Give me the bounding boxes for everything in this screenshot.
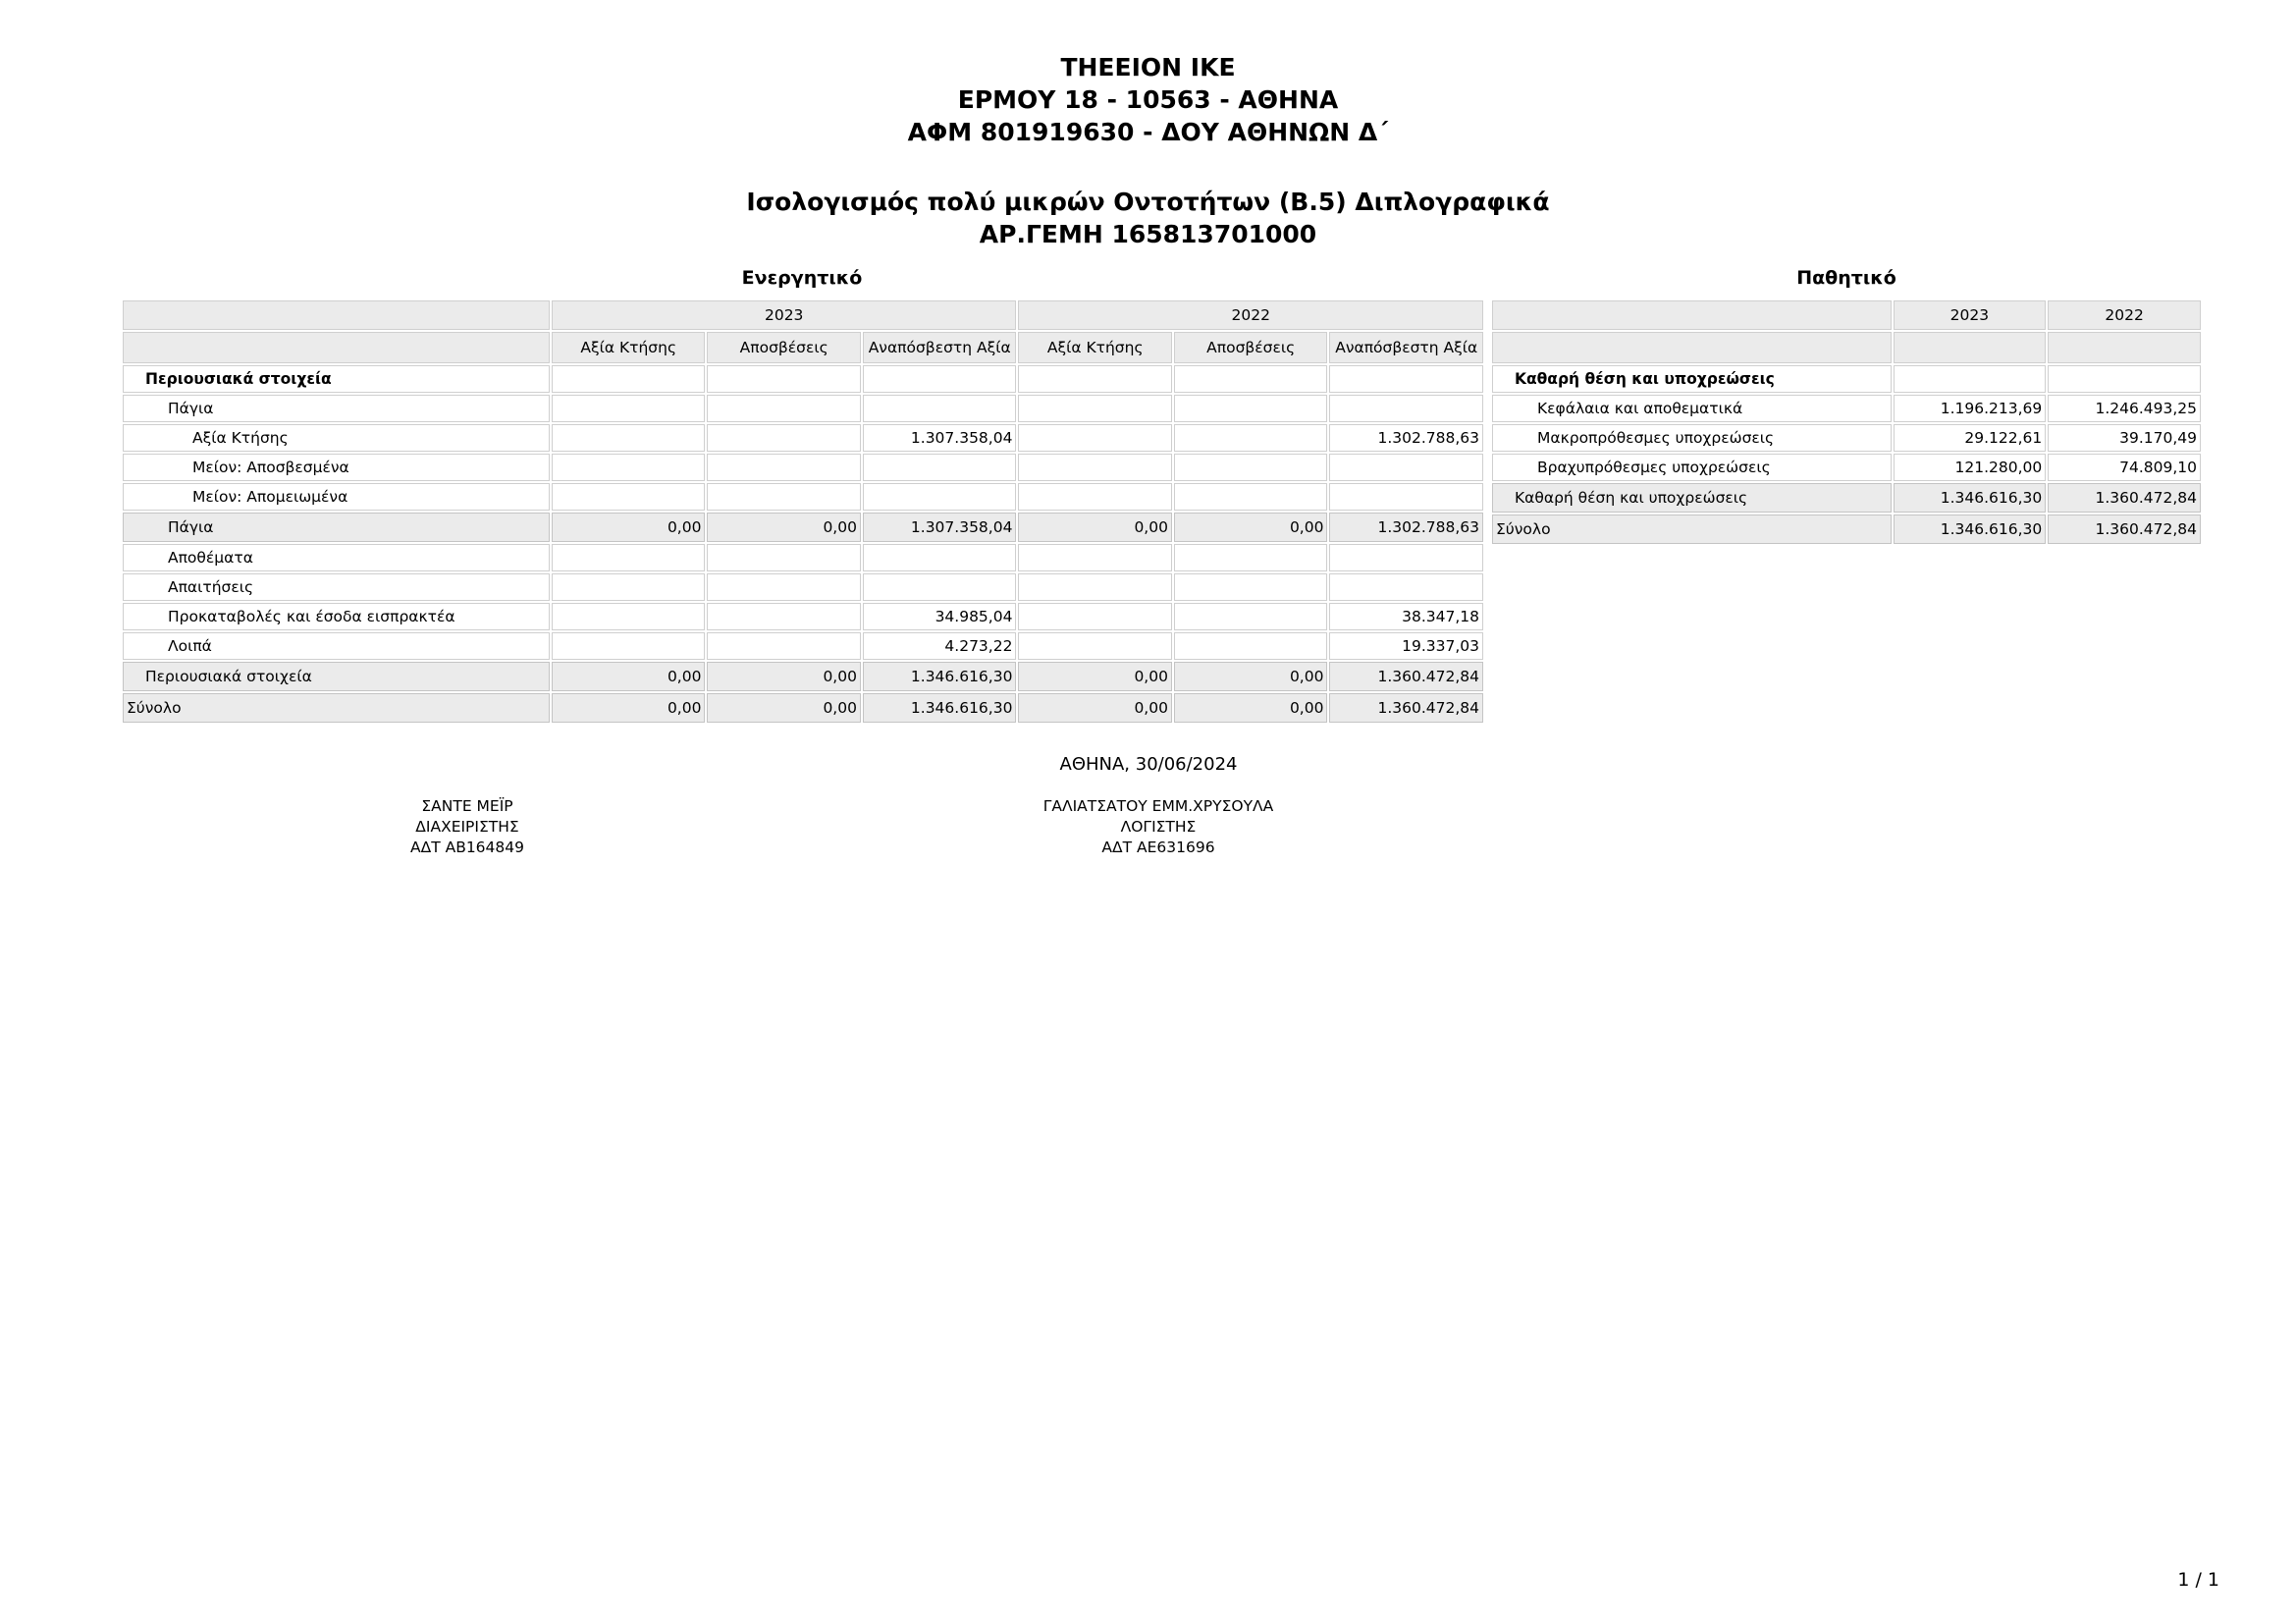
value-cell: 1.196.213,69	[1894, 395, 2047, 422]
table-row	[123, 603, 1483, 630]
table-row	[1492, 395, 2201, 422]
row-label: Σύνολο	[123, 693, 550, 723]
value-cell: 0,00	[1018, 662, 1172, 691]
value-cell	[1174, 573, 1328, 601]
value-cell	[552, 632, 706, 660]
value-cell	[1018, 424, 1172, 452]
value-cell	[707, 395, 861, 422]
value-cell: 1.246.493,25	[2048, 395, 2201, 422]
row-label: Μείον: Απομειωμένα	[123, 483, 550, 511]
value-cell: 1.346.616,30	[863, 662, 1017, 691]
value-cell: 0,00	[1018, 513, 1172, 542]
row-label: Απαιτήσεις	[123, 573, 550, 601]
value-cell	[863, 454, 1017, 481]
row-label: Βραχυπρόθεσμες υποχρεώσεις	[1492, 454, 1892, 481]
value-cell	[552, 365, 706, 393]
row-label: Καθαρή θέση και υποχρεώσεις	[1492, 365, 1892, 393]
value-cell	[707, 454, 861, 481]
place-date: ΑΘΗΝΑ, 30/06/2024	[1059, 754, 1238, 775]
row-label: Αξία Κτήσης	[123, 424, 550, 452]
value-cell: 1.360.472,84	[2048, 483, 2201, 513]
value-cell	[1018, 632, 1172, 660]
value-cell	[863, 544, 1017, 571]
assets-table	[121, 298, 1485, 725]
document-header	[0, 51, 2296, 250]
table-row	[1492, 424, 2201, 452]
gemi-number: ΑΡ.ΓΕΜΗ 165813701000	[979, 220, 1317, 248]
company-address: ΕΡΜΟΥ 18 - 10563 - ΑΘΗΝΑ	[957, 85, 1339, 114]
company-name: ΤΗΕΕΙΟΝ ΙΚΕ	[1060, 53, 1236, 81]
value-cell: 1.307.358,04	[863, 513, 1017, 542]
value-cell	[1329, 454, 1483, 481]
value-cell	[707, 365, 861, 393]
signatory-role: ΔΙΑΧΕΙΡΙΣΤΗΣ	[415, 818, 519, 836]
row-label: Προκαταβολές και έσοδα εισπρακτέα	[123, 603, 550, 630]
value-cell	[1018, 395, 1172, 422]
value-cell: 0,00	[552, 693, 706, 723]
table-row	[123, 395, 1483, 422]
liabilities-title: Παθητικό	[1796, 267, 1896, 289]
value-cell	[1329, 395, 1483, 422]
value-cell	[707, 424, 861, 452]
value-cell	[863, 395, 1017, 422]
value-cell	[1174, 424, 1328, 452]
value-cell	[1329, 573, 1483, 601]
value-cell	[707, 544, 861, 571]
value-cell	[1018, 365, 1172, 393]
value-cell	[707, 573, 861, 601]
year-2023-header: 2023	[1894, 300, 2047, 330]
column-header: Αναπόσβεστη Αξία	[863, 332, 1017, 363]
value-cell	[1174, 544, 1328, 571]
value-cell: 1.360.472,84	[2048, 514, 2201, 544]
value-cell: 74.809,10	[2048, 454, 2201, 481]
value-cell	[1018, 483, 1172, 511]
value-cell: 39.170,49	[2048, 424, 2201, 452]
value-cell	[707, 603, 861, 630]
total-row	[123, 662, 1483, 691]
value-cell	[552, 395, 706, 422]
value-cell	[863, 365, 1017, 393]
value-cell: 1.360.472,84	[1329, 662, 1483, 691]
year-2022-header: 2022	[1018, 300, 1483, 330]
table-row	[123, 424, 1483, 452]
value-cell	[1174, 603, 1328, 630]
page-number: 1 / 1	[2177, 1569, 2219, 1591]
assets-year-header	[123, 300, 1483, 330]
value-cell: 29.122,61	[1894, 424, 2047, 452]
value-cell: 0,00	[1174, 693, 1328, 723]
value-cell: 1.346.616,30	[863, 693, 1017, 723]
value-cell: 0,00	[1174, 513, 1328, 542]
row-label: Περιουσιακά στοιχεία	[123, 662, 550, 691]
value-cell	[552, 573, 706, 601]
value-cell: 0,00	[552, 662, 706, 691]
assets-title: Ενεργητικό	[741, 267, 863, 289]
row-label: Μείον: Αποσβεσμένα	[123, 454, 550, 481]
value-cell: 0,00	[1018, 693, 1172, 723]
value-cell	[552, 603, 706, 630]
value-cell: 121.280,00	[1894, 454, 2047, 481]
value-cell: 0,00	[707, 693, 861, 723]
row-label: Κεφάλαια και αποθεματικά	[1492, 395, 1892, 422]
value-cell	[2048, 365, 2201, 393]
column-header: Αποσβέσεις	[1174, 332, 1328, 363]
value-cell: 0,00	[707, 513, 861, 542]
row-label: Πάγια	[123, 513, 550, 542]
column-header: Αποσβέσεις	[707, 332, 861, 363]
value-cell	[1174, 365, 1328, 393]
table-row	[123, 454, 1483, 481]
signatory-id: ΑΔΤ ΑΒ164849	[409, 839, 524, 856]
row-label: Πάγια	[123, 395, 550, 422]
report-title: Ισολογισμός πολύ μικρών Οντοτήτων (Β.5) Διπλογραφικά	[746, 188, 1550, 216]
value-cell: 19.337,03	[1329, 632, 1483, 660]
value-cell: 1.346.616,30	[1894, 483, 2047, 513]
liabilities-year-header	[1492, 300, 2201, 330]
value-cell	[1174, 395, 1328, 422]
value-cell	[552, 454, 706, 481]
value-cell	[1018, 544, 1172, 571]
value-cell: 0,00	[707, 662, 861, 691]
year-2023-header: 2023	[552, 300, 1017, 330]
value-cell	[707, 483, 861, 511]
value-cell: 0,00	[1174, 662, 1328, 691]
value-cell	[1329, 544, 1483, 571]
liabilities-column-header	[1492, 332, 2201, 363]
value-cell	[1174, 483, 1328, 511]
tax-info: ΑΦΜ 801919630 - ΔΟΥ ΑΘΗΝΩΝ Δ΄	[907, 118, 1389, 146]
table-row	[123, 632, 1483, 660]
signatory-role: ΛΟΓΙΣΤΗΣ	[1120, 818, 1197, 836]
column-header: Αναπόσβεστη Αξία	[1329, 332, 1483, 363]
year-2022-header: 2022	[2048, 300, 2201, 330]
row-label: Καθαρή θέση και υποχρεώσεις	[1492, 483, 1892, 513]
row-label: Σύνολο	[1492, 514, 1892, 544]
signature-block-manager	[369, 796, 565, 858]
total-row	[123, 513, 1483, 542]
value-cell: 1.302.788,63	[1329, 424, 1483, 452]
table-row	[123, 365, 1483, 393]
row-label: Αποθέματα	[123, 544, 550, 571]
table-row	[123, 573, 1483, 601]
value-cell	[1018, 573, 1172, 601]
value-cell: 38.347,18	[1329, 603, 1483, 630]
table-row	[123, 544, 1483, 571]
value-cell	[1329, 483, 1483, 511]
row-label: Λοιπά	[123, 632, 550, 660]
value-cell	[1329, 365, 1483, 393]
value-cell	[552, 544, 706, 571]
row-label: Περιουσιακά στοιχεία	[123, 365, 550, 393]
value-cell	[1894, 365, 2047, 393]
signatory-name: ΓΑΛΙΑΤΣΑΤΟΥ ΕΜΜ.ΧΡΥΣΟΥΛΑ	[1042, 797, 1274, 815]
value-cell: 0,00	[552, 513, 706, 542]
total-row	[1492, 514, 2201, 544]
signatory-id: ΑΔΤ ΑΕ631696	[1101, 839, 1215, 856]
table-row	[123, 483, 1483, 511]
value-cell: 34.985,04	[863, 603, 1017, 630]
row-label: Μακροπρόθεσμες υποχρεώσεις	[1492, 424, 1892, 452]
value-cell	[1018, 603, 1172, 630]
value-cell	[863, 573, 1017, 601]
value-cell	[552, 424, 706, 452]
value-cell	[863, 483, 1017, 511]
column-header: Αξία Κτήσης	[552, 332, 706, 363]
table-row	[1492, 454, 2201, 481]
value-cell	[1018, 454, 1172, 481]
value-cell: 1.302.788,63	[1329, 513, 1483, 542]
assets-column-header	[123, 332, 1483, 363]
value-cell: 1.307.358,04	[863, 424, 1017, 452]
total-row	[123, 693, 1483, 723]
value-cell: 4.273,22	[863, 632, 1017, 660]
signature-block-accountant	[1011, 796, 1306, 858]
liabilities-table	[1490, 298, 2203, 546]
column-header: Αξία Κτήσης	[1018, 332, 1172, 363]
signatory-name: ΣΑΝΤΕ ΜΕΪΡ	[421, 797, 513, 815]
value-cell	[707, 632, 861, 660]
value-cell	[1174, 632, 1328, 660]
value-cell	[1174, 454, 1328, 481]
total-row	[1492, 483, 2201, 513]
value-cell	[552, 483, 706, 511]
value-cell: 1.346.616,30	[1894, 514, 2047, 544]
value-cell: 1.360.472,84	[1329, 693, 1483, 723]
table-row	[1492, 365, 2201, 393]
